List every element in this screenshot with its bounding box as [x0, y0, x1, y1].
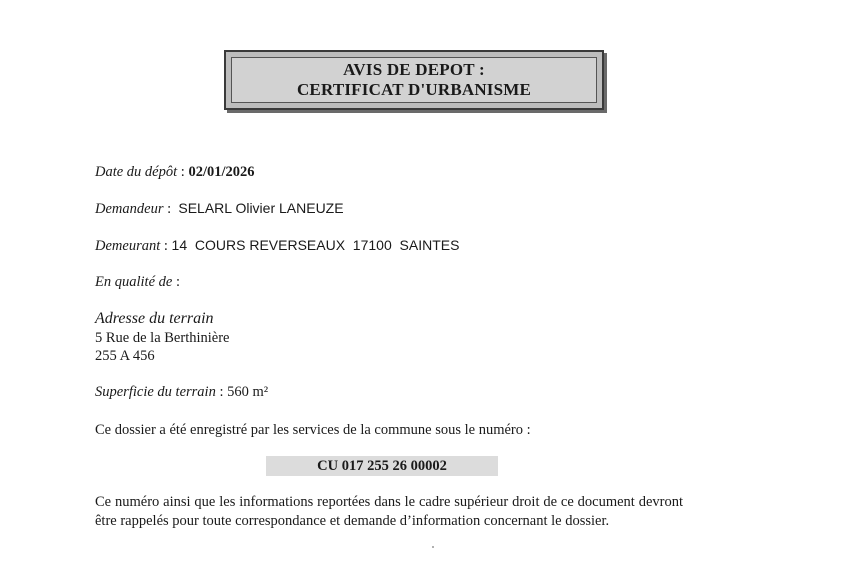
land-address-label: Adresse du terrain — [95, 310, 214, 327]
applicant-label: Demandeur — [95, 201, 164, 217]
applicant-value: SELARL Olivier LANEUZE — [178, 200, 344, 216]
residing-value: 14 COURS REVERSEAUX 17100 SAINTES — [171, 237, 460, 253]
land-address-line-1: 5 Rue de la Berthinière — [95, 330, 230, 346]
footer-paragraph: Ce numéro ainsi que les informations reportées dans le cadre supérieur droit de ce document devront être rappelés pour toute correspondance et demande d’information concernant le dossier. — [95, 494, 683, 529]
land-address-line-2: 255 A 456 — [95, 348, 155, 364]
deposit-date-separator: : — [177, 164, 189, 180]
capacity-label: En qualité de — [95, 274, 173, 290]
file-number: CU 017 255 26 00002 — [317, 457, 447, 474]
land-area-line — [95, 384, 268, 401]
scan-speck — [432, 546, 434, 548]
land-address-label-line — [95, 310, 214, 328]
applicant-line — [95, 200, 344, 218]
document-title-box — [224, 50, 604, 110]
land-area-label: Superficie du terrain — [95, 384, 216, 400]
deposit-date-label: Date du dépôt — [95, 164, 178, 180]
capacity-line — [95, 274, 180, 291]
land-area-value: 560 m² — [227, 384, 269, 400]
file-number-box — [266, 456, 498, 476]
capacity-separator: : — [172, 274, 180, 290]
residing-label: Demeurant — [95, 238, 161, 254]
deposit-date-line — [95, 164, 255, 181]
registration-sentence: Ce dossier a été enregistré par les services de la commune sous le numéro : — [95, 422, 531, 438]
document-title-line-1: AVIS DE DEPOT : — [343, 60, 485, 79]
residing-separator: : — [160, 238, 172, 254]
residing-line — [95, 237, 459, 255]
document-title-inner — [231, 57, 597, 103]
land-area-separator: : — [215, 384, 228, 400]
deposit-date-value: 02/01/2026 — [188, 164, 255, 180]
document-title-line-2: CERTIFICAT D'URBANISME — [296, 80, 532, 99]
applicant-separator: : — [163, 201, 179, 217]
